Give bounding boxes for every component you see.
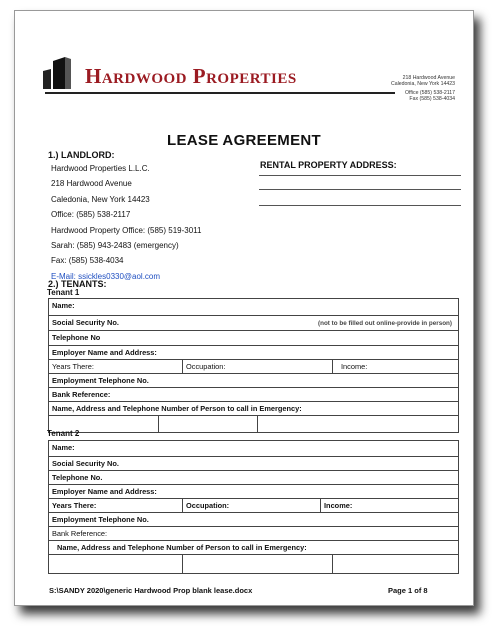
tenant1-income-field[interactable]: Income: xyxy=(332,360,458,373)
rental-address-line-3[interactable] xyxy=(259,205,461,206)
tenant1-emp-phone-field[interactable]: Employment Telephone No. xyxy=(49,374,458,388)
company-logo-text: Hardwood Properties xyxy=(85,64,297,88)
tenant2-employer-field[interactable]: Employer Name and Address: xyxy=(49,485,458,499)
tenant2-label: Tenant 2 xyxy=(47,429,80,438)
footer-file-path: S:\SANDY 2020\generic Hardwood Prop blank lease.docx xyxy=(49,586,253,595)
tenant2-emergency-fields[interactable] xyxy=(49,555,458,574)
tenant1-employer-field[interactable]: Employer Name and Address: xyxy=(49,346,458,360)
landlord-email-link[interactable]: E-Mail: ssickles0330@aol.com xyxy=(51,271,161,281)
footer-page-number: Page 1 of 8 xyxy=(388,586,428,595)
tenant1-label: Tenant 1 xyxy=(47,288,80,297)
tenant2-form xyxy=(48,440,459,574)
tenant2-name-field[interactable]: Name: xyxy=(49,441,458,457)
tenant2-years-field[interactable]: Years There: xyxy=(52,501,97,510)
rental-address-line-2[interactable] xyxy=(259,189,461,190)
tenant2-income-field[interactable]: Income: xyxy=(320,499,458,512)
tenant1-emergency-fields[interactable] xyxy=(49,416,458,433)
landlord-heading: 1.) LANDLORD: xyxy=(48,150,115,160)
tenant1-years-field[interactable]: Years There: xyxy=(52,362,94,371)
tenant1-ssn-field[interactable]: Social Security No. (not to be filled out online-provide in person) xyxy=(49,316,458,331)
tenant1-phone-field[interactable]: Telephone No xyxy=(49,331,458,346)
tenant1-name-field[interactable]: Name: xyxy=(49,299,458,316)
tenants-heading: 2.) TENANTS: xyxy=(48,279,107,289)
tenant2-bank-field[interactable]: Bank Reference: xyxy=(49,527,458,541)
ssn-note: (not to be filled out online-provide in person) xyxy=(318,320,452,327)
letterhead-rule xyxy=(45,92,395,94)
tenant2-occupation-field[interactable]: Occupation: xyxy=(182,499,321,512)
tenant1-emergency-label: Name, Address and Telephone Number of Person to call in Emergency: xyxy=(49,402,458,416)
tenant2-emp-phone-field[interactable]: Employment Telephone No. xyxy=(49,513,458,527)
tenant2-emergency-label: Name, Address and Telephone Number of Person to call in Emergency: xyxy=(49,541,458,555)
tenant2-ssn-field[interactable]: Social Security No. xyxy=(49,457,458,471)
tenant1-work-row xyxy=(49,360,458,374)
document-title: LEASE AGREEMENT xyxy=(167,132,321,149)
tenant1-form xyxy=(48,298,459,433)
rental-address-line-1[interactable] xyxy=(259,175,461,176)
tenant2-work-row xyxy=(49,499,458,513)
tenant1-bank-field[interactable]: Bank Reference: xyxy=(49,388,458,402)
landlord-details: Hardwood Properties L.L.C. 218 Hardwood Avenue Caledonia, New York 14423 Office: (585) 538-2117 Hardwood Property Office: (585) 519-3011 Sarah: (585) 943-2483 (emergency) Fax: (585) 538-4034 E-Mail: ssickles0330@aol.com xyxy=(51,161,201,284)
tenant1-occupation-field[interactable]: Occupation: xyxy=(182,360,333,373)
tenant2-phone-field[interactable]: Telephone No. xyxy=(49,471,458,485)
building-logo-icon xyxy=(43,57,71,89)
document-page xyxy=(14,10,474,606)
company-address: 218 Hardwood Avenue Caledonia, New York 14423 Office (585) 538-2117 Fax (585) 538-4034 xyxy=(390,75,455,103)
rental-address-heading: RENTAL PROPERTY ADDRESS: xyxy=(260,160,397,170)
